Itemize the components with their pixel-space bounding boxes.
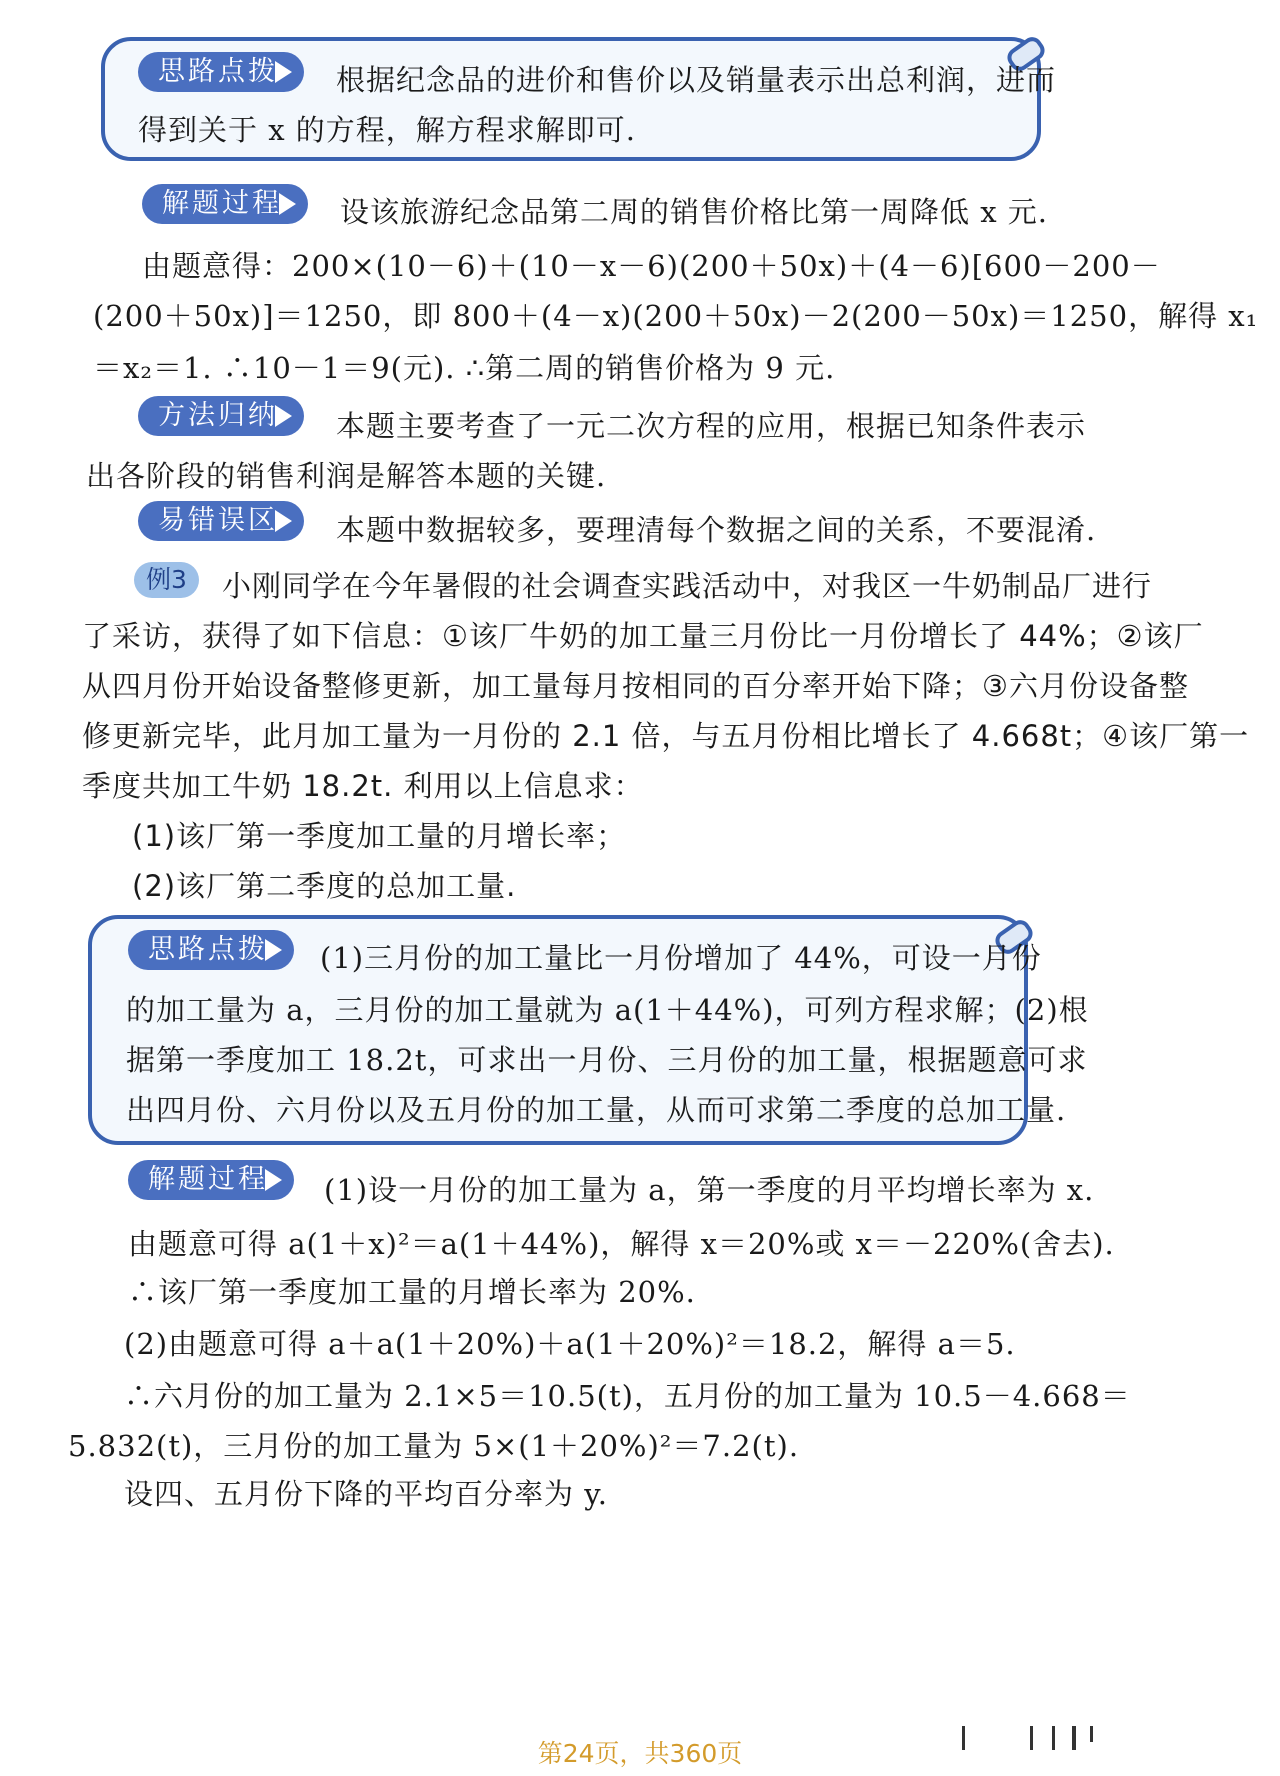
scan-mark	[1090, 1726, 1093, 1742]
page-indicator: 第24页，共360页	[537, 1739, 743, 1768]
example-line5: 季度共加工牛奶 18.2t. 利用以上信息求：	[82, 769, 644, 803]
method-line1: 本题主要考查了一元二次方程的应用，根据已知条件表示	[336, 409, 1087, 443]
example-line4: 修更新完毕，此月加工量为一月份的 2.1 倍，与五月份相比增长了 4.668t；④该厂第一	[82, 719, 1250, 753]
tip-label-1	[138, 52, 304, 92]
tip2-line1: (1)三月份的加工量比一月份增加了 44%，可设一月份	[320, 941, 1042, 975]
solution1-line1: 设该旅游纪念品第二周的销售价格比第一周降低 x 元.	[340, 195, 1049, 229]
solution2-line4: (2)由题意可得 a＋a(1＋20%)＋a(1＋20%)²＝18.2，解得 a＝5.	[124, 1327, 1016, 1361]
solution2-line2: 由题意可得 a(1＋x)²＝a(1＋44%)，解得 x＝20%或 x＝－220%(舍去).	[128, 1227, 1115, 1261]
pitfall-label	[138, 501, 304, 541]
solution2-line3: ∴该厂第一季度加工量的月增长率为 20%.	[128, 1275, 696, 1309]
solution-label-2-text: 解题过程	[148, 1164, 268, 1195]
solution-label-1-text: 解题过程	[162, 188, 282, 219]
solution2-line6: 5.832(t)，三月份的加工量为 5×(1＋20%)²＝7.2(t).	[68, 1429, 800, 1463]
solution2-line1: (1)设一月份的加工量为 a，第一季度的月平均增长率为 x.	[324, 1173, 1095, 1207]
tip-label-2	[128, 930, 294, 970]
tip-label-2-text: 思路点拨	[148, 934, 268, 965]
method-label-text: 方法归纳	[158, 400, 278, 431]
solution1-line2: 由题意得：200×(10－6)＋(10－x－6)(200＋50x)＋(4－6)[600－200－	[142, 249, 1161, 283]
solution-label-2	[128, 1160, 294, 1200]
tip1-line2: 得到关于 x 的方程，解方程求解即可.	[138, 113, 637, 147]
play-arrow-icon	[279, 193, 296, 215]
solution1-line3: (200＋50x)]＝1250，即 800＋(4－x)(200＋50x)－2(200－50x)＝1250，解得 x₁	[93, 299, 1259, 333]
scan-mark	[962, 1726, 965, 1750]
question-2: (2)该厂第二季度的总加工量.	[132, 869, 517, 903]
solution2-line7: 设四、五月份下降的平均百分率为 y.	[124, 1477, 608, 1511]
play-arrow-icon	[275, 405, 292, 427]
solution1-line4: ＝x₂＝1. ∴10－1＝9(元). ∴第二周的销售价格为 9 元.	[93, 351, 836, 385]
play-arrow-icon	[275, 510, 292, 532]
method-line2: 出各阶段的销售利润是解答本题的关键.	[86, 459, 607, 493]
pitfall-line1: 本题中数据较多，要理清每个数据之间的关系，不要混淆.	[336, 513, 1097, 547]
tip1-line1: 根据纪念品的进价和售价以及销量表示出总利润，进而	[336, 63, 1057, 97]
method-label	[138, 396, 304, 436]
question-1: (1)该厂第一季度加工量的月增长率；	[132, 819, 627, 853]
scan-mark	[1030, 1726, 1033, 1750]
scan-mark	[1072, 1726, 1076, 1750]
example-line2: 了采访，获得了如下信息：①该厂牛奶的加工量三月份比一月份增长了 44%；②该厂	[82, 619, 1204, 653]
example-badge: 例3	[134, 562, 199, 598]
play-arrow-icon	[265, 939, 282, 961]
play-arrow-icon	[275, 61, 292, 83]
tip2-line3: 据第一季度加工 18.2t，可求出一月份、三月份的加工量，根据题意可求	[126, 1043, 1088, 1077]
pitfall-label-text: 易错误区	[158, 505, 278, 536]
tip2-line4: 出四月份、六月份以及五月份的加工量，从而可求第二季度的总加工量.	[126, 1093, 1067, 1127]
tip-label-1-text: 思路点拨	[158, 56, 278, 87]
tip2-line2: 的加工量为 a，三月份的加工量就为 a(1＋44%)，可列方程求解；(2)根	[126, 993, 1089, 1027]
solution-label-1	[142, 184, 308, 224]
example-line1: 小刚同学在今年暑假的社会调查实践活动中，对我区一牛奶制品厂进行	[222, 569, 1153, 603]
solution2-line5: ∴六月份的加工量为 2.1×5＝10.5(t)，五月份的加工量为 10.5－4.668＝	[124, 1379, 1131, 1413]
scan-mark	[1052, 1726, 1055, 1750]
play-arrow-icon	[265, 1169, 282, 1191]
example-line3: 从四月份开始设备整修更新，加工量每月按相同的百分率开始下降；③六月份设备整	[82, 669, 1189, 703]
